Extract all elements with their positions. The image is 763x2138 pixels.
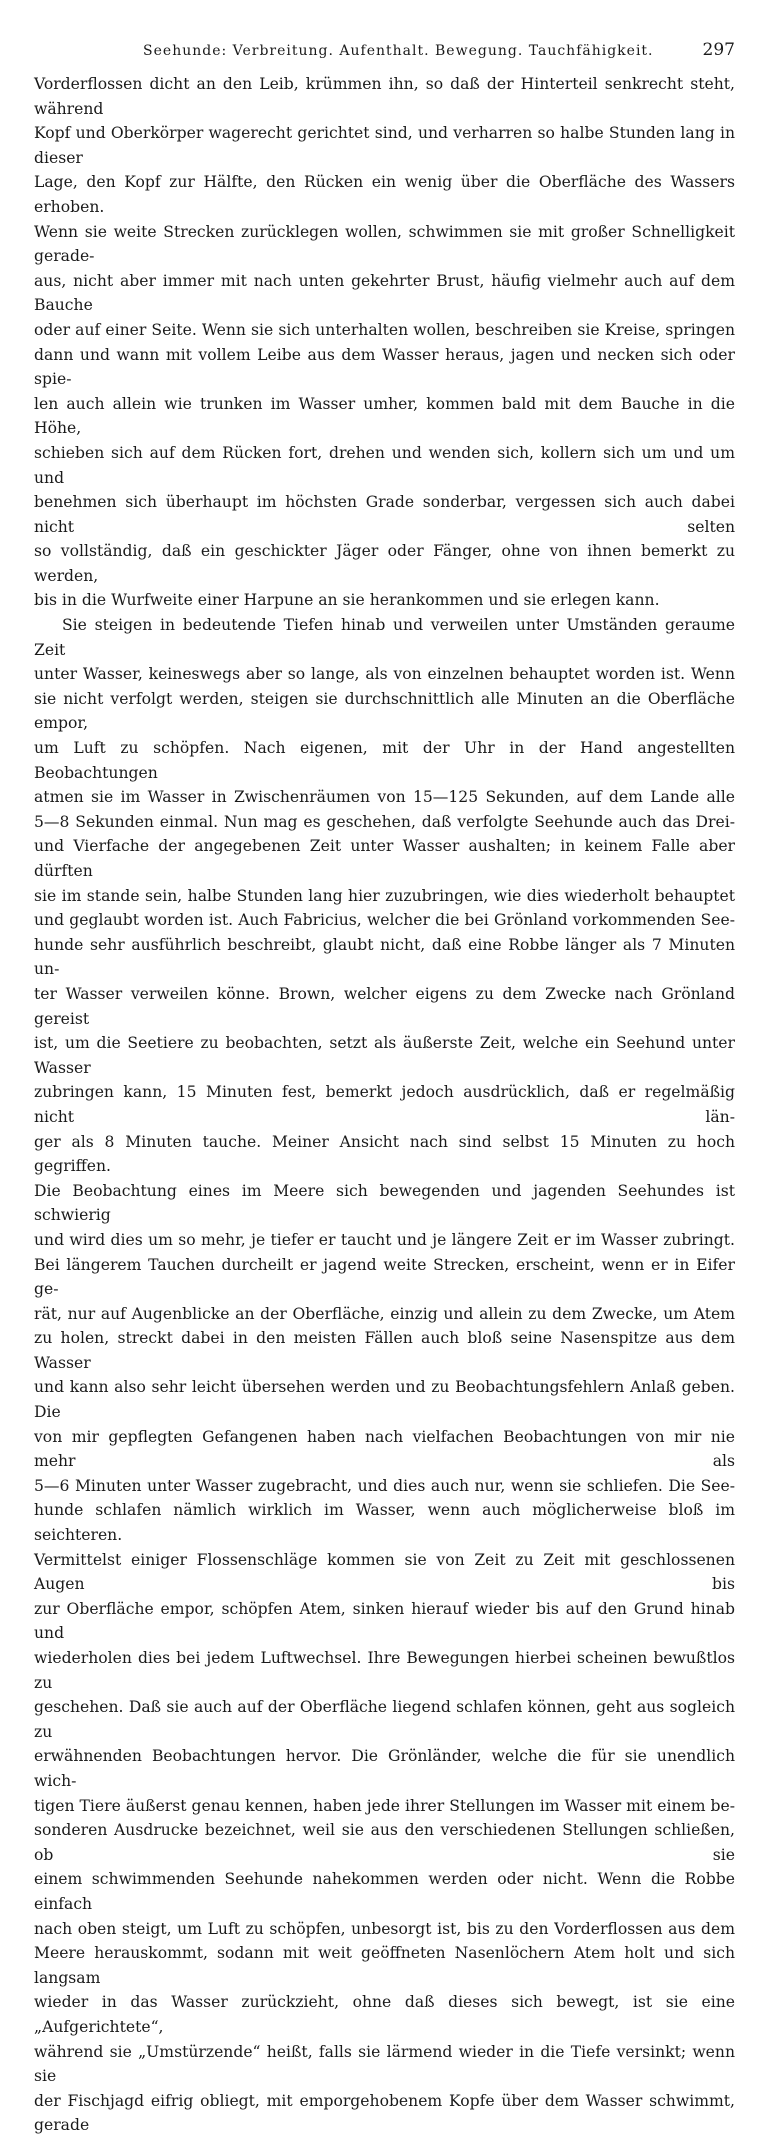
page-number: 297 [702,40,735,60]
text-line: und Vierfache der angegebenen Zeit unter Wasser aushalten; in keinem Falle aber dürften [34,837,735,880]
body-text [34,72,735,2138]
text-line: 5—8 Sekunden einmal. Nun mag es geschehen, daß verfolgte Seehunde auch das Drei- [34,812,735,831]
text-line: dann und wann mit vollem Leibe aus dem Wasser heraus, jagen und necken sich oder spie- [34,345,735,389]
text-line: Wenn sie weite Strecken zurücklegen wollen, schwimmen sie mit großer Schnelligkeit gerade- [34,222,735,266]
text-line: Die Beobachtung eines im Meere sich bewegenden und jagenden Seehundes ist schwierig [34,1181,735,1225]
text-line: Kopf und Oberkörper wagerecht gerichtet sind, und verharren so halbe Stunden lang in dieser [34,124,735,167]
text-line: ter Wasser verweilen könne. Brown, welcher eigens zu dem Zwecke nach Grönland gereist [34,984,735,1028]
text-line: hunde schlafen nämlich wirklich im Wasser, wenn auch möglicherweise bloß im seichteren. [34,1501,735,1545]
text-line: einem schwimmenden Seehunde nahekommen werden oder nicht. Wenn die Robbe einfach [34,1870,735,1913]
text-line: zu holen, streckt dabei in den meisten Fällen auch bloß seine Nasenspitze aus dem Wasser [34,1329,735,1372]
text-line: Sie steigen in bedeutende Tiefen hinab und verweilen unter Umständen geraume Zeit [34,616,735,659]
text-line: und geglaubt worden ist. Auch Fabricius, welcher die bei Grönland vorkommenden See- [34,911,735,930]
text-line: wieder in das Wasser zurückzieht, ohne daß dieses sich bewegt, ist sie eine „Aufgerichtete“, [34,1993,735,2036]
text-line: atmen sie im Wasser in Zwischenräumen von 15—125 Sekunden, auf dem Lande alle [34,788,735,807]
text-line: nach oben steigt, um Luft zu schöpfen, unbesorgt ist, bis zu den Vorderflossen aus dem [34,1919,735,1938]
text-line: sie nicht verfolgt werden, steigen sie durchschnittlich alle Minuten an die Oberfläche empor, [34,689,735,733]
text-line: sonderen Ausdrucke bezeichnet, weil sie aus den verschiedenen Stellungen schließen, ob sie [34,1821,735,1864]
text-line: benehmen sich überhaupt im höchsten Grade sonderbar, vergessen sich auch dabei nicht selten [34,493,735,536]
text-line: Bei längerem Tauchen durcheilt er jagend weite Strecken, erscheint, wenn er in Eifer ge- [34,1255,735,1299]
text-line: ist, um die Seetiere zu beobachten, setzt als äußerste Zeit, welche ein Seehund unter Wasser [34,1034,735,1077]
text-line: tigen Tiere äußerst genau kennen, haben jede ihrer Stellungen im Wasser mit einem be- [34,1796,735,1815]
text-line: 5—6 Minuten unter Wasser zugebracht, und dies auch nur, wenn sie schliefen. Die See- [34,1476,735,1495]
text-line: Lage, den Kopf zur Hälfte, den Rücken ein wenig über die Oberfläche des Wassers erhoben. [34,173,735,216]
text-line: von mir gepflegten Gefangenen haben nach vielfachen Beobachtungen von mir nie mehr als [34,1427,735,1471]
text-line: hunde sehr ausführlich beschreibt, glaubt nicht, daß eine Robbe länger als 7 Minuten un- [34,935,735,979]
text-line: zubringen kann, 15 Minuten fest, bemerkt jedoch ausdrücklich, daß er regelmäßig nicht län- [34,1083,735,1126]
text-line: Meere herauskommt, sodann mit weit geöffneten Nasenlöchern Atem holt und sich langsam [34,1944,735,1987]
text-line: rät, nur auf Augenblicke an der Oberfläche, einzig und allein zu dem Zwecke, um Atem [34,1304,735,1323]
text-line: Vermittelst einiger Flossenschläge kommen sie von Zeit zu Zeit mit geschlossenen Augen bis [34,1550,735,1594]
text-line: um Luft zu schöpfen. Nach eigenen, mit der Uhr in der Hand angestellten Beobachtungen [34,739,735,782]
text-line: der Fischjagd eifrig obliegt, mit emporgehobenem Kopfe über dem Wasser schwimmt, gerade [34,2091,735,2135]
text-line: erwähnenden Beobachtungen hervor. Die Grönländer, welche die für sie unendlich wich- [34,1747,735,1790]
text-line: sie im stande sein, halbe Stunden lang hier zuzubringen, wie dies wiederholt behauptet [34,886,735,905]
page-header [34,40,735,70]
text-line: schieben sich auf dem Rücken fort, drehen und wenden sich, kollern sich um und um und [34,443,735,487]
text-line: aus, nicht aber immer mit nach unten gekehrter Brust, häufig vielmehr auch auf dem Bauche [34,271,735,315]
text-line: oder auf einer Seite. Wenn sie sich unterhalten wollen, beschreiben sie Kreise, springen [34,320,735,339]
text-line: wiederholen dies bei jedem Luftwechsel. Ihre Bewegungen hierbei scheinen bewußtlos zu [34,1649,735,1692]
text-line: bis in die Wurfweite einer Harpune an sie herankommen und sie erlegen kann. [34,591,660,610]
text-line: und kann also sehr leicht übersehen werden und zu Beobachtungsfehlern Anlaß geben. Die [34,1378,735,1422]
text-line: geschehen. Daß sie auch auf der Oberfläche liegend schlafen können, geht aus sogleich zu [34,1698,735,1741]
text-line: zur Oberfläche empor, schöpfen Atem, sinken hierauf wieder bis auf den Grund hinab und [34,1599,735,1643]
text-line: während sie „Umstürzende“ heißt, falls sie lärmend wieder in die Tiefe versinkt; wenn sie [34,2042,735,2086]
text-line: len auch allein wie trunken im Wasser umher, kommen bald mit dem Bauche in die Höhe, [34,394,735,438]
text-line: so vollständig, daß ein geschickter Jäger oder Fänger, ohne von ihnen bemerkt zu werden, [34,542,735,585]
text-line: Vorderflossen dicht an den Leib, krümmen ihn, so daß der Hinterteil senkrecht steht, während [34,75,735,118]
text-line: ger als 8 Minuten tauche. Meiner Ansicht nach sind selbst 15 Minuten zu hoch gegriffen. [34,1132,735,1176]
running-head: Seehunde: Verbreitung. Aufenthalt. Bewegung. Tauchfähigkeit. [143,43,654,59]
text-line: und wird dies um so mehr, je tiefer er taucht und je längere Zeit er im Wasser zubringt. [34,1230,735,1249]
text-line: unter Wasser, keineswegs aber so lange, als von einzelnen behauptet worden ist. Wenn [34,665,735,684]
